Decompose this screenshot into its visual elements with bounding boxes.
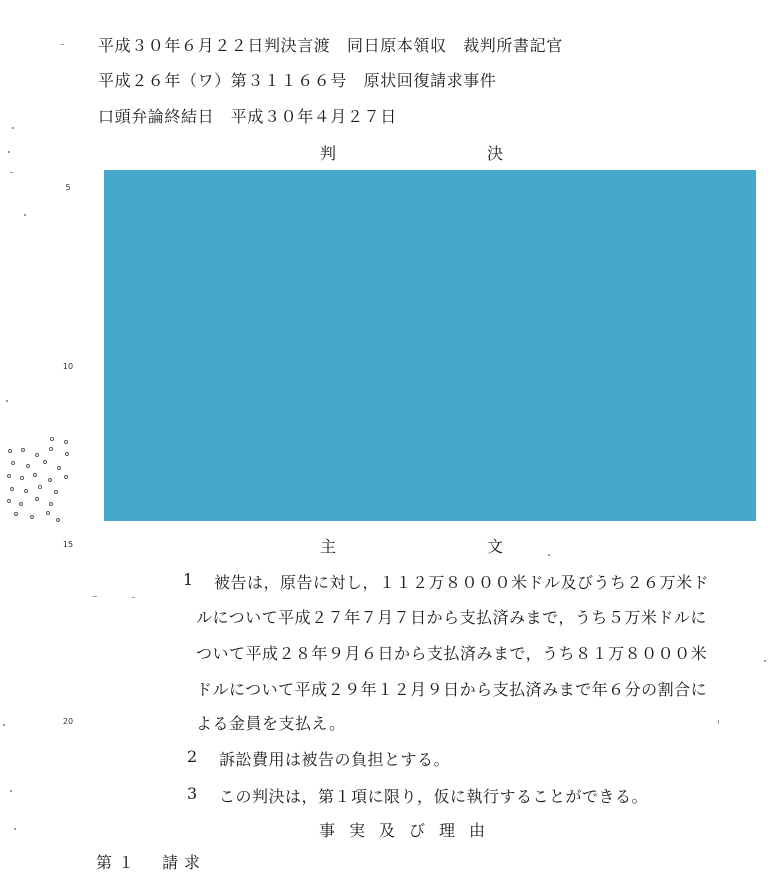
item-3-line-1: この判決は，第１項に限り，仮に執行することができる。 [219,787,649,806]
header-rendition-line: 平成３０年６月２２日判決言渡 同日原本領収 裁判所書記官 [98,36,563,55]
item-1-line-5: よる金員を支払え。 [196,714,346,733]
scan-speck [6,400,8,402]
line-number-20: 20 [62,717,74,726]
scan-speck [132,597,135,598]
scan-speck [61,44,64,45]
scan-speck [8,151,10,153]
scan-speck [764,660,766,662]
scan-speck [718,720,719,724]
item-2-line-1: 訴訟費用は被告の負担とする。 [219,750,451,769]
scan-speck [3,724,5,726]
item-3-number: 3 [187,784,198,803]
line-number-5: 5 [65,183,71,192]
main-text-heading-char-1: 主 [320,537,337,556]
judgment-heading-char-1: 判 [320,144,337,163]
section-1-cutoff-text: 第１ 請求 [96,853,207,872]
line-number-15: 15 [62,540,74,549]
scan-speck [12,127,14,129]
header-case-number-line: 平成２６年（ワ）第３１１６６号 原状回復請求事件 [98,71,497,90]
line-number-10: 10 [62,362,74,371]
scan-speck [10,172,13,173]
main-text-heading-char-2: 文 [487,537,504,556]
punch-hole-marks [4,436,76,528]
item-2-number: 2 [187,747,198,766]
scan-speck [10,790,12,792]
item-1-line-1: 被告は，原告に対し，１１２万８０００米ドル及びうち２６万米ド [214,573,710,592]
scan-speck [24,214,26,216]
facts-and-reasons-heading: 事実及び理由 [319,821,500,840]
judgment-heading-char-2: 決 [487,144,504,163]
item-1-line-3: ついて平成２８年９月６日から支払済みまで，うち８１万８０００米 [196,644,708,663]
redaction-block [104,170,756,521]
header-oral-argument-end-line: 口頭弁論終結日 平成３０年４月２７日 [98,107,397,126]
scan-speck [548,554,550,556]
scan-speck [93,596,97,597]
item-1-line-2: ルについて平成２７年７月７日から支払済みまで，うち５万米ドルに [196,608,707,627]
item-1-line-4: ドルについて平成２９年１２月９日から支払済みまで年６分の割合に [196,680,708,699]
item-1-number: 1 [183,570,194,589]
scan-speck [14,828,16,830]
